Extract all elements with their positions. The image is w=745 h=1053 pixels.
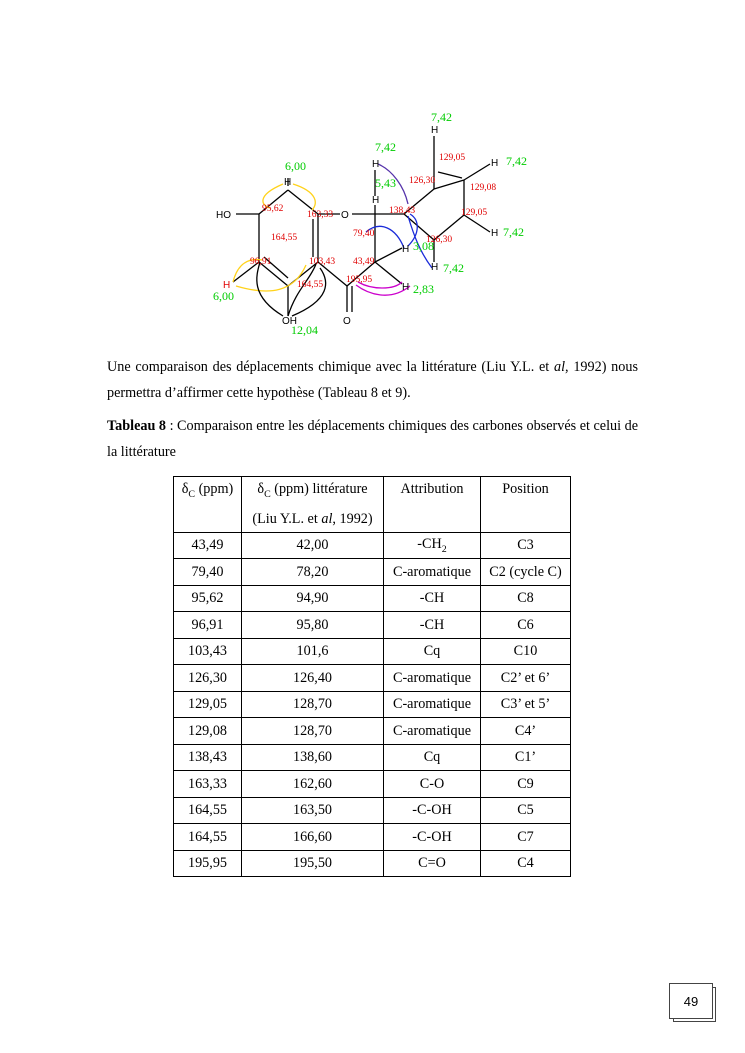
cell-delta-observed: 43,49 <box>174 532 242 559</box>
header-attribution: Attribution <box>384 477 481 533</box>
cell-delta-observed: 195,95 <box>174 850 242 877</box>
cell-attribution: C-O <box>384 771 481 798</box>
atom-h: H <box>372 159 380 170</box>
flavanone-structure <box>200 100 560 340</box>
cell-position: C3 <box>481 532 571 559</box>
cell-delta-observed: 163,33 <box>174 771 242 798</box>
cell-delta-observed: 103,43 <box>174 638 242 665</box>
cell-delta-observed: 164,55 <box>174 824 242 851</box>
proton-shift: 7,42 <box>431 110 452 124</box>
header-delta-literature-line1: $\delta_C$ (ppm) littérature <box>257 481 368 500</box>
cell-position: C2 (cycle C) <box>481 559 571 586</box>
cell-delta-literature: 166,60 <box>242 824 384 851</box>
cell-delta-observed: 129,08 <box>174 718 242 745</box>
cell-attribution: C-aromatique <box>384 665 481 692</box>
proton-shift: 7,42 <box>443 261 464 275</box>
atom-h: H <box>402 244 410 255</box>
cell-attribution: -CH <box>384 585 481 612</box>
proton-shift: 7,42 <box>503 225 524 239</box>
carbon-shift: 163,33 <box>307 210 334 220</box>
table-row <box>174 824 571 851</box>
caption-label: Tableau 8 <box>107 418 167 434</box>
cell-attribution: Cq <box>384 744 481 771</box>
cell-delta-observed: 95,62 <box>174 585 242 612</box>
cell-attribution: $-CH_2$ <box>384 532 481 559</box>
proton-shift: 7,42 <box>506 154 527 168</box>
atom-ho: HO <box>216 210 231 221</box>
cell-delta-literature: 128,70 <box>242 691 384 718</box>
cell-position: C6 <box>481 612 571 639</box>
cell-delta-literature: 163,50 <box>242 797 384 824</box>
carbon-shift: 126,30 <box>409 176 436 186</box>
table-row <box>174 612 571 639</box>
atom-h-red: H <box>223 280 231 291</box>
carbon-shift: 138,43 <box>389 206 416 216</box>
cell-delta-literature: 138,60 <box>242 744 384 771</box>
cell-delta-literature: 101,6 <box>242 638 384 665</box>
cell-attribution: C-aromatique <box>384 718 481 745</box>
shift-comparison-table <box>173 476 571 877</box>
header-delta-literature-line2: (Liu Y.L. et al, 1992) <box>252 510 373 527</box>
cell-delta-literature: 42,00 <box>242 532 384 559</box>
header-delta-literature <box>242 477 384 533</box>
carbon-shift: 95,62 <box>262 204 284 214</box>
cell-delta-literature: 78,20 <box>242 559 384 586</box>
table-row <box>174 585 571 612</box>
cell-attribution: C-aromatique <box>384 691 481 718</box>
cell-delta-observed: 79,40 <box>174 559 242 586</box>
cell-attribution: -C-OH <box>384 824 481 851</box>
table-row <box>174 744 571 771</box>
atom-h: H <box>431 262 439 273</box>
cell-attribution: -CH <box>384 612 481 639</box>
atom-h: H <box>491 228 499 239</box>
caption-text: : Comparaison entre les déplacements chimiques des carbones observés et celui de la littérature <box>107 418 638 460</box>
proton-shift: 6,00 <box>285 159 306 173</box>
table-row <box>174 665 571 692</box>
cell-delta-literature: 195,50 <box>242 850 384 877</box>
cell-position: C7 <box>481 824 571 851</box>
paragraph-comparison: Une comparaison des déplacements chimique avec la littérature (Liu Y.L. et al, 1992) nous permettra d’affirmer cette hypothèse (Tableau 8 et 9). <box>107 359 638 401</box>
proton-shift: 6,00 <box>213 289 234 303</box>
header-delta-observed: $\delta_C$ (ppm) <box>174 477 242 533</box>
cell-attribution: C-aromatique <box>384 559 481 586</box>
hmbc-correlations <box>233 164 432 316</box>
table-header-row <box>174 477 571 533</box>
proton-shift: 5,43 <box>375 176 396 190</box>
carbon-shift: 129,05 <box>461 208 488 218</box>
table-body <box>174 532 571 877</box>
proton-shift: 3,08 <box>413 239 434 253</box>
atom-h: H <box>491 158 499 169</box>
cell-attribution: C=O <box>384 850 481 877</box>
page-number: 49 <box>669 983 713 1019</box>
table-row <box>174 638 571 665</box>
carbon-shift: 79,40 <box>353 229 375 239</box>
table-caption <box>107 413 638 465</box>
atom-h: H <box>402 282 410 293</box>
table-row <box>174 691 571 718</box>
cell-position: C2’ et 6’ <box>481 665 571 692</box>
cell-position: C9 <box>481 771 571 798</box>
cell-delta-observed: 164,55 <box>174 797 242 824</box>
carbon-shift: 195,95 <box>346 275 373 285</box>
cell-position: C8 <box>481 585 571 612</box>
table-row <box>174 771 571 798</box>
carbon-shift: 103,43 <box>309 257 336 267</box>
atom-h: H <box>284 177 292 188</box>
cell-delta-literature: 95,80 <box>242 612 384 639</box>
proton-shift: 7,42 <box>375 140 396 154</box>
hmbc-arrow-black <box>292 268 326 316</box>
proton-shift: 12,04 <box>291 323 318 337</box>
cell-attribution: Cq <box>384 638 481 665</box>
cell-delta-literature: 162,60 <box>242 771 384 798</box>
table-row <box>174 718 571 745</box>
cell-delta-literature: 126,40 <box>242 665 384 692</box>
carbon-shift: 164,55 <box>297 280 324 290</box>
carbon-shift: 43,49 <box>353 257 375 267</box>
atom-oh: OH <box>282 316 297 327</box>
cell-delta-literature: 128,70 <box>242 718 384 745</box>
cell-delta-observed: 129,05 <box>174 691 242 718</box>
table-row <box>174 797 571 824</box>
atom-h: H <box>372 195 380 206</box>
table-row <box>174 532 571 559</box>
cell-position: C4 <box>481 850 571 877</box>
table-row <box>174 559 571 586</box>
header-position: Position <box>481 477 571 533</box>
hmbc-arrow-yellow <box>236 265 306 291</box>
carbon-shift: 129,05 <box>439 153 466 163</box>
cell-position: C5 <box>481 797 571 824</box>
carbon-shift: 96,91 <box>250 257 272 267</box>
atom-o-carbonyl: O <box>343 316 351 327</box>
table-row <box>174 850 571 877</box>
carbon-shift: 164,55 <box>271 233 298 243</box>
cell-position: C4’ <box>481 718 571 745</box>
cell-delta-observed: 96,91 <box>174 612 242 639</box>
carbon-shift: 126,30 <box>426 235 453 245</box>
cell-delta-observed: 126,30 <box>174 665 242 692</box>
cell-position: C10 <box>481 638 571 665</box>
atom-o-ring: O <box>341 210 349 221</box>
cell-delta-observed: 138,43 <box>174 744 242 771</box>
carbon-shift: 129,08 <box>470 183 497 193</box>
cell-position: C3’ et 5’ <box>481 691 571 718</box>
cell-delta-literature: 94,90 <box>242 585 384 612</box>
atom-h: H <box>431 125 439 136</box>
cell-position: C1’ <box>481 744 571 771</box>
proton-shift: 2,83 <box>413 282 434 296</box>
cell-attribution: -C-OH <box>384 797 481 824</box>
